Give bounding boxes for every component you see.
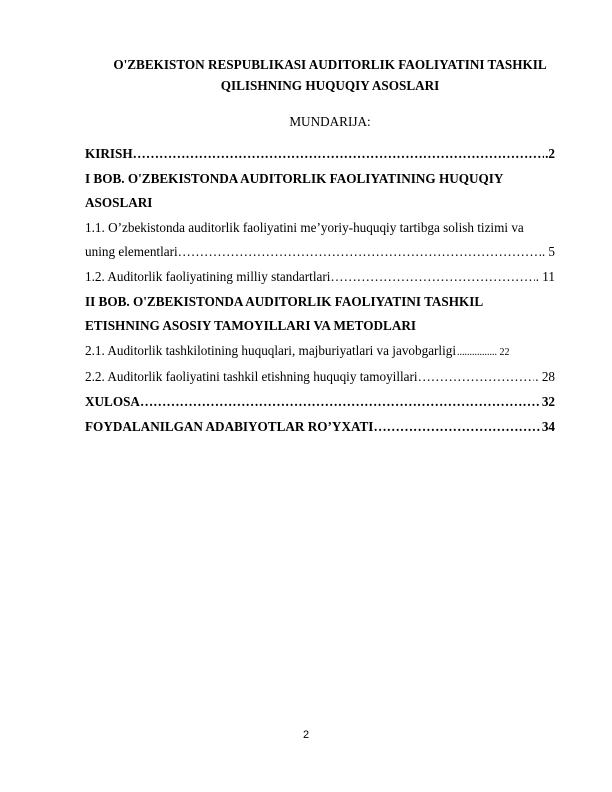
toc-entry-2-1[interactable]: [85, 339, 555, 366]
toc-heading: MUNDARIJA:: [289, 114, 371, 129]
toc-entry-kirish[interactable]: [85, 142, 555, 167]
toc-leader: [418, 365, 535, 390]
toc-entry-text: XULOSA: [85, 393, 140, 409]
toc-page-number: .2: [545, 146, 555, 161]
toc-leader: [373, 415, 540, 440]
toc-page-number: 34: [541, 418, 555, 434]
toc-entry-1-2[interactable]: [85, 265, 555, 290]
toc-chapter-1-line-2[interactable]: ASOSLARI: [85, 195, 153, 211]
toc-entry-1-1[interactable]: [85, 240, 555, 265]
toc-page-number: ................ 22: [457, 346, 510, 358]
toc-leader: [330, 265, 534, 290]
toc-entry-adabiyotlar[interactable]: [85, 415, 555, 440]
toc-section-1-1-line-1[interactable]: 1.1. O’zbekistonda auditorlik faoliyatini me’yoriy-huquqiy tartibga solish tizimi va: [85, 219, 524, 235]
toc-page-number: . 11: [535, 268, 555, 284]
toc-entry-text: FOYDALANILGAN ADABIYOTLAR RO’YXATI: [85, 418, 374, 434]
toc-entry-text: KIRISH: [85, 146, 133, 161]
title-line-2: QILISHNING HUQUQIY ASOSLARI: [220, 78, 440, 93]
toc-chapter-1-line-1[interactable]: I BOB. O'ZBEKISTONDA AUDITORLIK FAOLIYATINING HUQUQIY: [85, 170, 504, 186]
toc-leader: [178, 240, 541, 265]
toc-chapter-2-line-2[interactable]: ETISHNING ASOSIY TAMOYILLARI VA METODLARI: [85, 318, 416, 334]
document-title: [60, 54, 600, 96]
toc-entry-text: 2.1. Auditorlik tashkilotining huquqlari, majburiyatlari va javobgarligi: [85, 342, 457, 358]
toc-page-number: 32: [541, 393, 555, 409]
toc-entry-text: 2.2. Auditorlik faoliyatini tashkil etishning huquqiy tamoyillari: [85, 369, 418, 385]
toc-chapter-2-line-1[interactable]: II BOB. O'ZBEKISTONDA AUDITORLIK FAOLIYATINI TASHKIL: [85, 293, 484, 309]
table-of-contents: [85, 142, 555, 439]
toc-entry-text: 1.2. Auditorlik faoliyatining milliy standartlari: [85, 268, 331, 284]
toc-leader: [133, 142, 544, 167]
toc-page-number: . 5: [541, 244, 555, 260]
toc-page-number: . 28: [535, 369, 555, 385]
toc-leader: [140, 390, 541, 415]
toc-entry-2-2[interactable]: [85, 365, 555, 390]
toc-entry-xulosa[interactable]: [85, 390, 555, 415]
page-number: 2: [302, 729, 310, 741]
title-line-1: O'ZBEKISTON RESPUBLIKASI AUDITORLIK FAOLIYATINI TASHKIL: [113, 57, 547, 72]
toc-entry-text: uning elementlari: [85, 244, 178, 260]
